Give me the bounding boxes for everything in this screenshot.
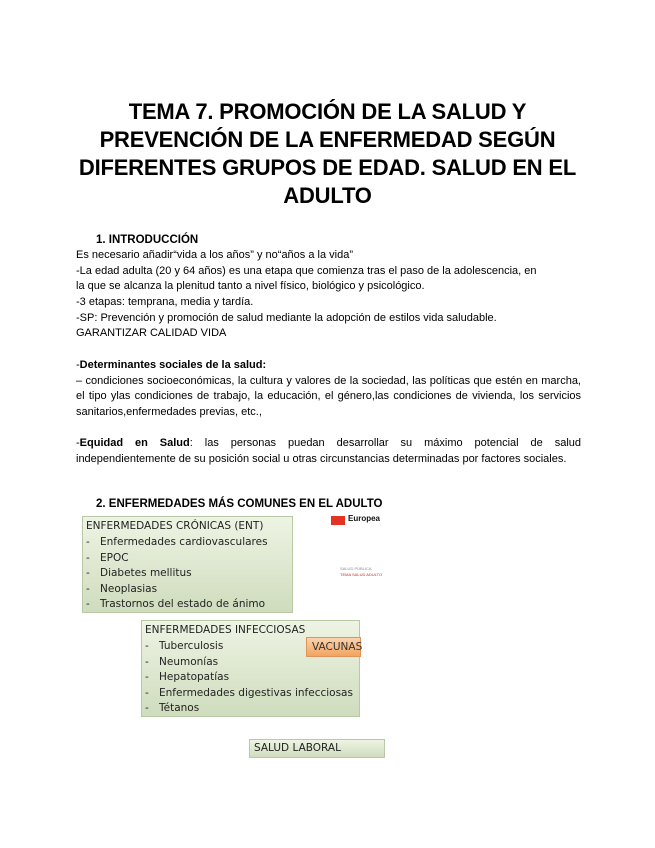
logo-red-mark bbox=[331, 516, 345, 525]
list-item: - Hepatopatías bbox=[145, 671, 230, 683]
paragraph-line: -SP: Prevención y promoción de salud mediante la adopción de estilos vida saludable. bbox=[76, 312, 497, 324]
list-item: - Tuberculosis bbox=[145, 640, 224, 652]
list-item: - Neumonías bbox=[145, 655, 219, 668]
logo-text: Europea bbox=[348, 514, 381, 523]
determinantes-paragraph bbox=[76, 358, 581, 420]
infecciosas-box bbox=[141, 620, 360, 717]
paragraph-line: -3 etapas: temprana, media y tardía. bbox=[76, 296, 254, 308]
equidad-paragraph bbox=[76, 436, 581, 467]
cronicas-title: ENFERMEDADES CRÓNICAS (ENT) bbox=[86, 520, 264, 532]
list-item: - Neoplasias bbox=[86, 582, 158, 595]
list-item: - Enfermedades cardiovasculares bbox=[86, 536, 268, 548]
title-line: DIFERENTES GRUPOS DE EDAD. SALUD EN EL bbox=[78, 155, 577, 180]
list-item: - EPOC bbox=[86, 551, 129, 564]
vacunas-box: VACUNAS bbox=[306, 637, 361, 657]
paragraph-line: la que se alcanza la plenitud tanto a nivel físico, biológico y psicológico. bbox=[76, 280, 425, 292]
equidad-text: : las personas puedan desarrollar su máximo potencial de salud independientemente de su posición social u otras circunstancias determinadas por factores sociales. bbox=[76, 437, 581, 465]
determinantes-label: Determinantes sociales de la salud: bbox=[79, 359, 267, 371]
salud-laboral-box: SALUD LABORAL bbox=[249, 739, 385, 758]
section-heading-enfermedades: 2. ENFERMEDADES MÁS COMUNES EN EL ADULTO bbox=[96, 498, 383, 510]
paragraph-line: GARANTIZAR CALIDAD VIDA bbox=[76, 327, 227, 339]
paragraph-line: Es necesario añadir“vida a los años” y no“años a la vida” bbox=[76, 249, 353, 261]
document-title bbox=[60, 98, 595, 210]
infecciosas-title: ENFERMEDADES INFECCIOSAS bbox=[145, 624, 306, 636]
cronicas-box bbox=[82, 516, 293, 613]
list-item: - Trastornos del estado de ánimo bbox=[86, 598, 266, 610]
determinantes-prefix: - bbox=[76, 359, 80, 371]
list-item: - Enfermedades digestivas infecciosas bbox=[145, 686, 353, 699]
cronicas-list bbox=[86, 535, 268, 613]
title-line: TEMA 7. PROMOCIÓN DE LA SALUD Y bbox=[128, 99, 527, 124]
list-item: - Tétanos bbox=[145, 702, 200, 714]
paragraph-line: -La edad adulta (20 y 64 años) es una etapa que comienza tras el paso de la adolescencia, en bbox=[76, 265, 537, 277]
tiny-caption: TEMA SALUD ADULTO bbox=[340, 572, 383, 577]
list-item: - Diabetes mellitus bbox=[86, 567, 192, 579]
section-heading-introduccion: 1. INTRODUCCIÓN bbox=[96, 234, 199, 246]
title-line: PREVENCIÓN DE LA ENFERMEDAD SEGÚN bbox=[99, 127, 556, 152]
tiny-caption: SALUD PÚBLICA bbox=[340, 566, 372, 571]
determinantes-text: – condiciones socioeconómicas, la cultura y valores de la sociedad, las políticas que estén en marcha, el tipo ylas condiciones de trabajo, la educación, el género,las condiciones de vivienda, los servicios sanitarios,enfermedades previas, etc., bbox=[76, 374, 581, 418]
equidad-prefix: - bbox=[76, 437, 80, 449]
equidad-label: Equidad en Salud bbox=[79, 437, 190, 449]
title-line: ADULTO bbox=[283, 183, 372, 208]
